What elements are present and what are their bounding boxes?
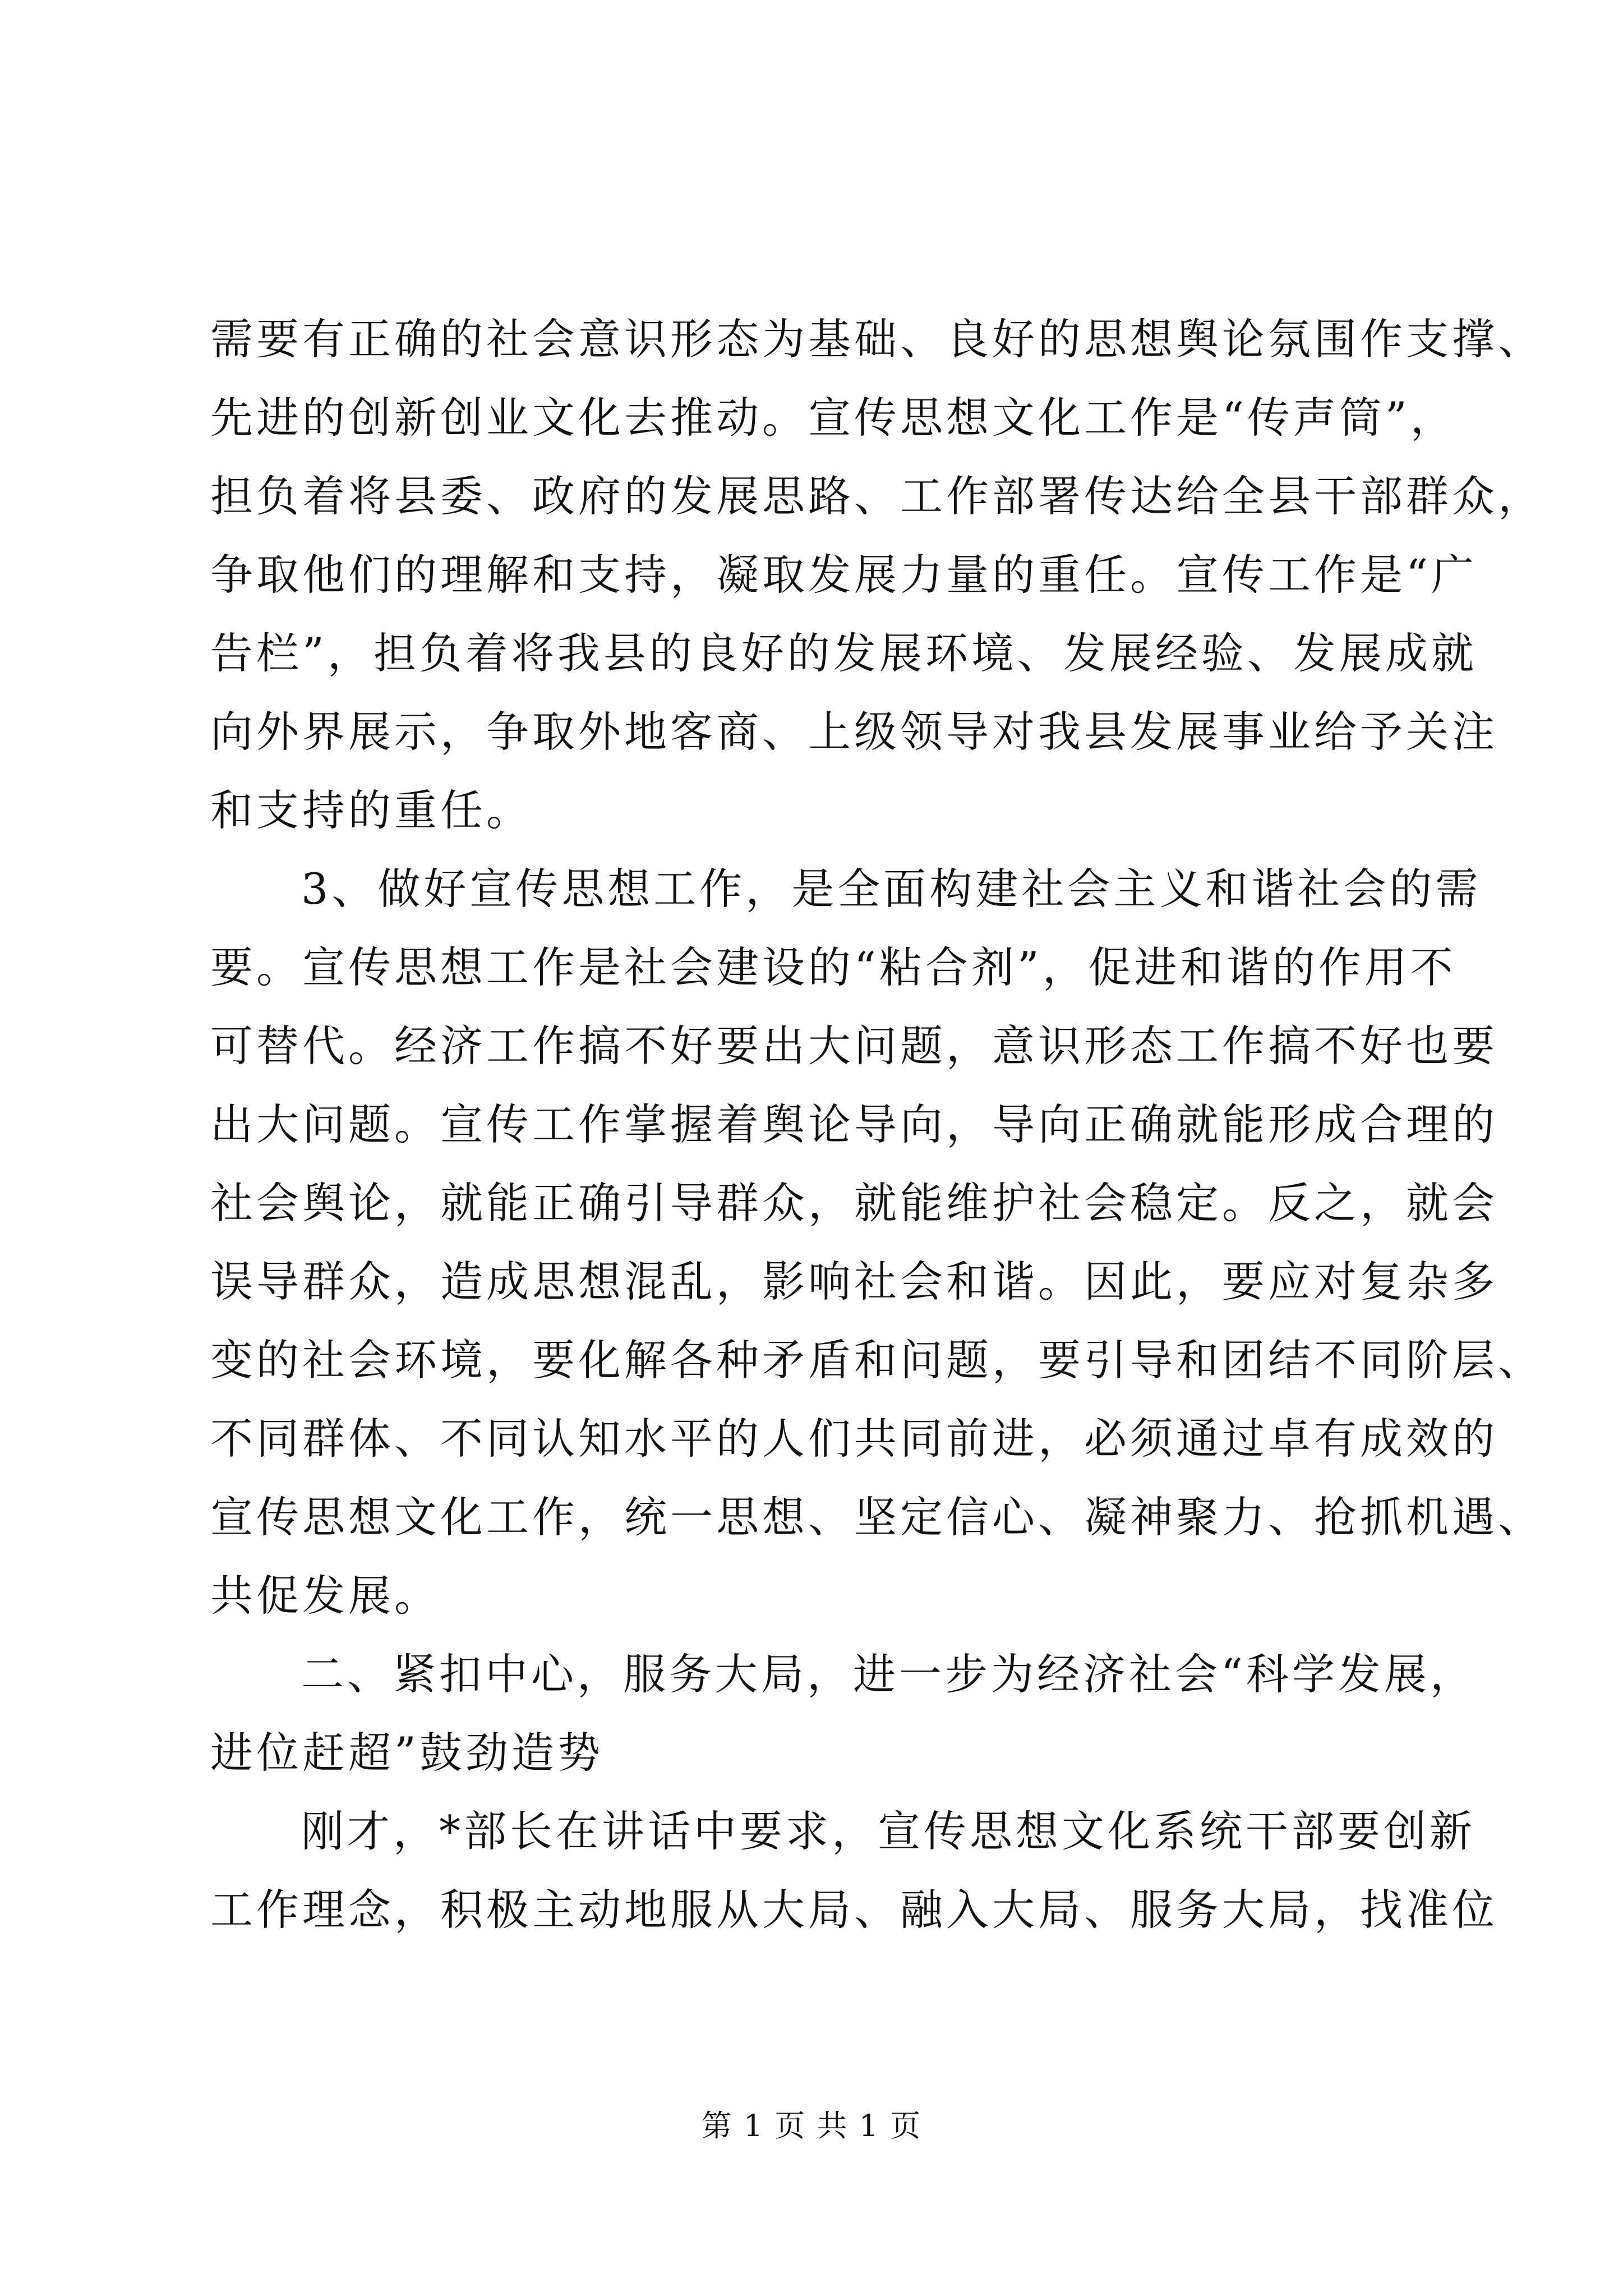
text-line: 社会舆论，就能正确引导群众，就能维护社会稳定。反之，就会: [210, 1178, 1498, 1228]
paragraph-start-line: 3、做好宣传思想工作，是全面构建社会主义和谐社会的需: [301, 864, 1482, 914]
document-body: [210, 300, 1544, 1949]
text-line: 担负着将县委、政府的发展思路、工作部署传达给全县干部群众，: [210, 471, 1544, 521]
text-line: 可替代。经济工作搞不好要出大问题，意识形态工作搞不好也要: [210, 1021, 1498, 1071]
text-line: 争取他们的理解和支持，凝取发展力量的重任。宣传工作是“广: [210, 550, 1477, 600]
text-line: 要。宣传思想工作是社会建设的“粘合剂”，促进和谐的作用不: [210, 942, 1456, 992]
paragraph-start-line: 刚才，*部长在讲话中要求，宣传思想文化系统干部要创新: [301, 1806, 1476, 1856]
page-number-footer: 第 1 页 共 1 页: [701, 2108, 922, 2143]
section-heading-line: 二、紧扣中心，服务大局，进一步为经济社会“科学发展，: [301, 1649, 1476, 1699]
text-line: 向外界展示，争取外地客商、上级领导对我县发展事业给予关注: [210, 707, 1498, 757]
text-line: 工作理念，积极主动地服从大局、融入大局、服务大局，找准位: [210, 1885, 1498, 1935]
text-line: 变的社会环境，要化解各种矛盾和问题，要引导和团结不同阶层、: [210, 1335, 1544, 1385]
section-heading-line: 进位赶超”鼓劲造势: [210, 1728, 603, 1778]
text-line: 需要有正确的社会意识形态为基础、良好的思想舆论氛围作支撑、: [210, 314, 1544, 364]
text-line: 告栏”，担负着将我县的良好的发展环境、发展经验、发展成就: [210, 628, 1477, 678]
text-line: 共促发展。: [210, 1571, 440, 1621]
text-line: 误导群众，造成思想混乱，影响社会和谐。因此，要应对复杂多: [210, 1257, 1498, 1306]
text-line: 先进的创新创业文化去推动。宣传思想文化工作是“传声筒”，: [210, 393, 1456, 443]
text-line: 不同群体、不同认知水平的人们共同前进，必须通过卓有成效的: [210, 1414, 1498, 1464]
text-line: 出大问题。宣传工作掌握着舆论导向，导向正确就能形成合理的: [210, 1099, 1498, 1149]
text-line: 宣传思想文化工作，统一思想、坚定信心、凝神聚力、抢抓机遇、: [210, 1492, 1544, 1542]
text-line: 和支持的重任。: [210, 785, 532, 835]
